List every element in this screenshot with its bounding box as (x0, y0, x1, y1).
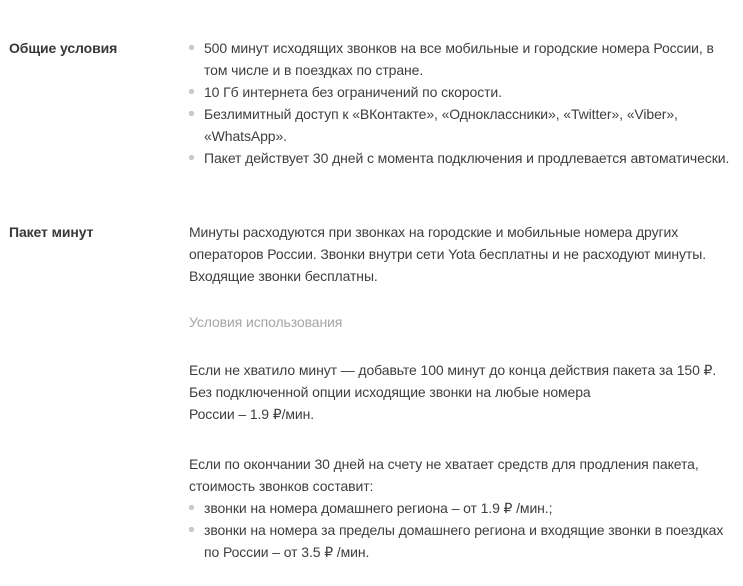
section-minutes-content (189, 221, 743, 563)
section-general-conditions (0, 37, 743, 169)
list-item-text: Пакет действует 30 дней с момента подключения и продлевается автоматически. (204, 150, 730, 166)
list-item-text: звонки на номера домашнего региона – от 1.9 ₽ /мин.; (204, 500, 553, 516)
add-minutes-paragraph (189, 359, 735, 425)
section-general-label: Общие условия (9, 40, 118, 56)
list-item (189, 519, 735, 563)
list-item (189, 103, 735, 147)
list-item-text: 10 Гб интернета без ограничений по скорости. (204, 84, 502, 100)
list-item-text: Безлимитный доступ к «ВКонтакте», «Одноклассники», «Twitter», «Viber», «WhatsApp». (204, 106, 678, 144)
section-minutes-package (0, 221, 743, 563)
usage-conditions-subheading: Условия использования (189, 314, 343, 330)
bullet-dot-icon (189, 45, 194, 50)
bullet-dot-icon (189, 155, 194, 160)
renewal-rates-list (189, 497, 735, 563)
bullet-dot-icon (189, 89, 194, 94)
list-item (189, 147, 735, 169)
paragraph-line: России – 1.9 ₽/мин. (189, 406, 315, 422)
section-general-content (189, 37, 743, 169)
list-item (189, 37, 735, 81)
list-item-text: 500 минут исходящих звонков на все мобильные и городские номера России, в том числе и в поездках по стране. (204, 40, 714, 78)
list-item (189, 81, 735, 103)
section-minutes-label: Пакет минут (9, 224, 94, 240)
paragraph-line: Без подключенной опции исходящие звонки на любые номера (189, 384, 591, 400)
renewal-paragraph-block (189, 453, 735, 563)
list-item (189, 497, 735, 519)
renewal-paragraph-text: Если по окончании 30 дней на счету не хватает средств для продления пакета, стоимость звонков составит: (189, 456, 699, 494)
general-conditions-list (189, 37, 735, 169)
bullet-dot-icon (189, 111, 194, 116)
bullet-dot-icon (189, 527, 194, 532)
list-item-text: звонки на номера за пределы домашнего региона и входящие звонки в поездках по России – от 3.5 ₽ /мин. (204, 522, 724, 560)
minutes-intro-paragraph: Минуты расходуются при звонках на городские и мобильные номера других операторов России. Звонки внутри сети Yota бесплатны и не расходуют минуты. Входящие звонки бесплатны. (189, 224, 706, 284)
paragraph-line: Если не хватило минут — добавьте 100 минут до конца действия пакета за 150 ₽. (189, 362, 717, 378)
bullet-dot-icon (189, 505, 194, 510)
